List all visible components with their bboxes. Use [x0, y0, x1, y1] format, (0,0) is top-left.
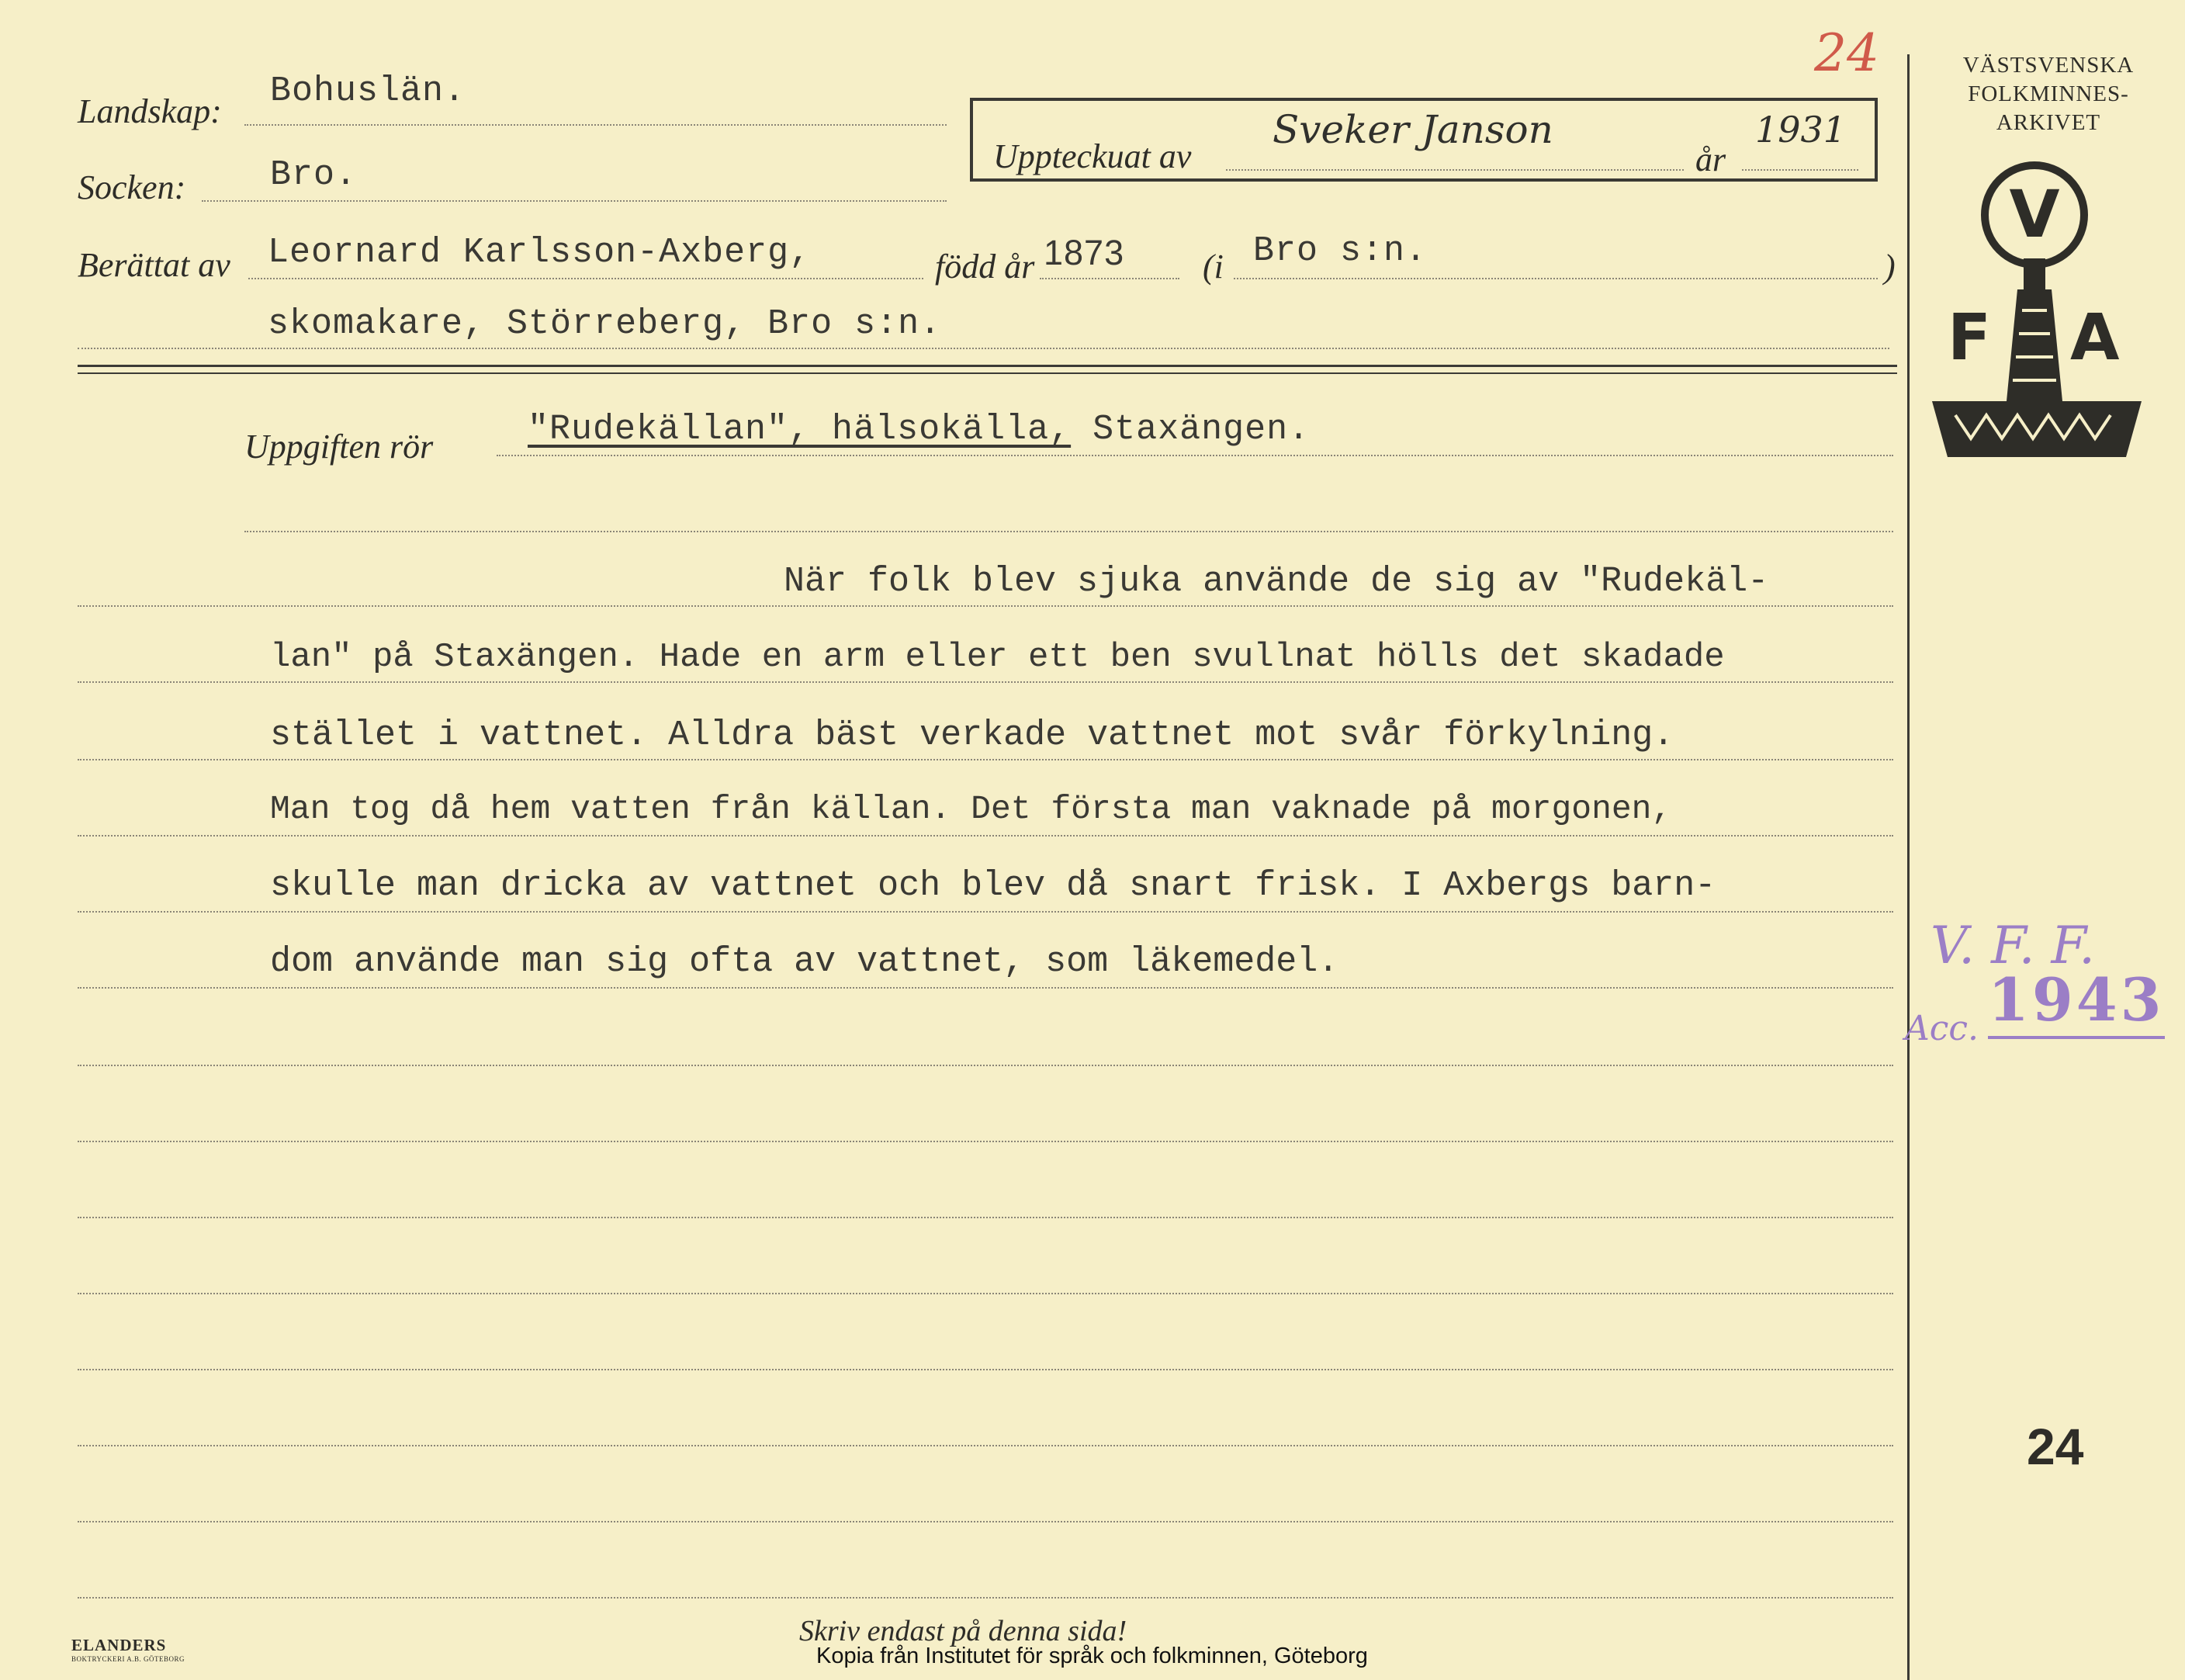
ruled-line-7 — [78, 1065, 1893, 1066]
subject-label: Uppgiften rör — [244, 428, 434, 466]
socken-value: Bro. — [270, 155, 358, 195]
printer-name: ELANDERS — [71, 1636, 167, 1654]
footer-instruction: Skriv endast på denna sida! — [799, 1615, 1127, 1647]
ruled-line-2 — [78, 681, 1893, 683]
ruled-line-5 — [78, 911, 1893, 913]
subject-dotted-line — [497, 455, 1893, 456]
header-rule-bottom — [78, 372, 1897, 374]
year-dotted-line — [1742, 169, 1858, 171]
ruled-line-12 — [78, 1445, 1893, 1446]
ruled-line-4 — [78, 835, 1893, 837]
landskap-value: Bohuslän. — [270, 71, 466, 111]
landskap-dotted-line — [244, 124, 947, 126]
recorded-by-dotted-line — [1226, 169, 1684, 171]
parish-value: Bro s:n. — [1253, 231, 1428, 271]
socken-label: Socken: — [78, 168, 186, 206]
occupation-value: skomakare, Störreberg, Bro s:n. — [268, 304, 942, 344]
footer-copy-note: Kopia från Institutet för språk och folkminnen, Göteborg — [816, 1644, 1368, 1668]
archive-name — [1917, 51, 2180, 137]
socken-dotted-line — [202, 200, 947, 202]
parish-open-label: (i — [1203, 248, 1224, 286]
ruled-line-8 — [78, 1141, 1893, 1142]
ruled-line-13 — [78, 1521, 1893, 1522]
archive-name-line3: ARKIVET — [1996, 110, 2101, 135]
landskap-label: Landskap: — [78, 92, 222, 130]
year-label: år — [1695, 140, 1726, 178]
body-line-2: lan" på Staxängen. Hade en arm eller ett ben svullnat hölls det skadade — [270, 638, 1725, 677]
narrated-by-label: Berättat av — [78, 246, 230, 284]
page-pencil-number: 24 — [1814, 23, 1879, 83]
archive-logo-hammer-icon — [1924, 159, 2157, 477]
archive-name-line2: FOLKMINNES- — [1968, 81, 2129, 106]
subject-underlined: "Rudekällan", hälsokälla, — [528, 410, 1072, 449]
header-rule-top — [78, 365, 1897, 367]
printer-mark — [71, 1636, 185, 1663]
ruled-line-11 — [78, 1369, 1893, 1370]
recorded-by-signature: Sveker Janson — [1273, 107, 1553, 152]
body-line-1: När folk blev sjuka använde de sig av "Rudekäl- — [784, 562, 1769, 601]
archive-name-line1: VÄSTSVENSKA — [1962, 53, 2135, 78]
printer-sub: BOKTRYCKERI A.B. GÖTEBORG — [71, 1655, 185, 1663]
ruled-line-14 — [78, 1597, 1893, 1599]
ruled-line-3 — [78, 759, 1893, 760]
narrated-by-value: Leornard Karlsson-Axberg, — [268, 233, 812, 272]
logo-v-letter: V — [2009, 176, 2060, 252]
born-dotted-line — [1040, 278, 1179, 279]
year-handwritten: 1931 — [1755, 109, 1847, 151]
born-year: 1873 — [1044, 233, 1125, 272]
ruled-line-1 — [78, 605, 1893, 607]
subject-dotted-line-2 — [244, 531, 1893, 532]
right-margin-divider — [1907, 54, 1910, 1680]
ruled-line-6 — [78, 987, 1893, 989]
vff-stamp: V. F. F. — [1930, 916, 2096, 975]
body-line-4: Man tog då hem vatten från källan. Det första man vaknade på morgonen, — [270, 790, 1672, 828]
logo-a-letter: A — [2070, 301, 2120, 375]
recorded-by-label: Uppteckuat av — [993, 137, 1192, 175]
subject-value — [528, 410, 1310, 449]
ruled-line-9 — [78, 1217, 1893, 1218]
body-line-6: dom använde man sig ofta av vattnet, som läkemedel. — [270, 942, 1339, 982]
parish-dotted-line — [1234, 278, 1878, 279]
acc-label: Acc. — [1905, 1009, 1979, 1048]
born-label: född år — [935, 248, 1035, 286]
parish-close-paren: ) — [1884, 248, 1896, 286]
ruled-line-10 — [78, 1293, 1893, 1294]
body-line-3: stället i vattnet. Alldra bäst verkade vattnet mot svår förkylning. — [270, 715, 1674, 755]
acc-number: 1943 — [1988, 965, 2165, 1039]
occupation-dotted-line — [78, 348, 1889, 349]
subject-rest: Staxängen. — [1071, 410, 1311, 449]
page-number: 24 — [2027, 1418, 2084, 1475]
narrated-by-dotted-line — [248, 278, 923, 279]
body-line-5: skulle man dricka av vattnet och blev då snart frisk. I Axbergs barn- — [270, 866, 1716, 906]
logo-f-letter: F — [1948, 301, 1992, 375]
